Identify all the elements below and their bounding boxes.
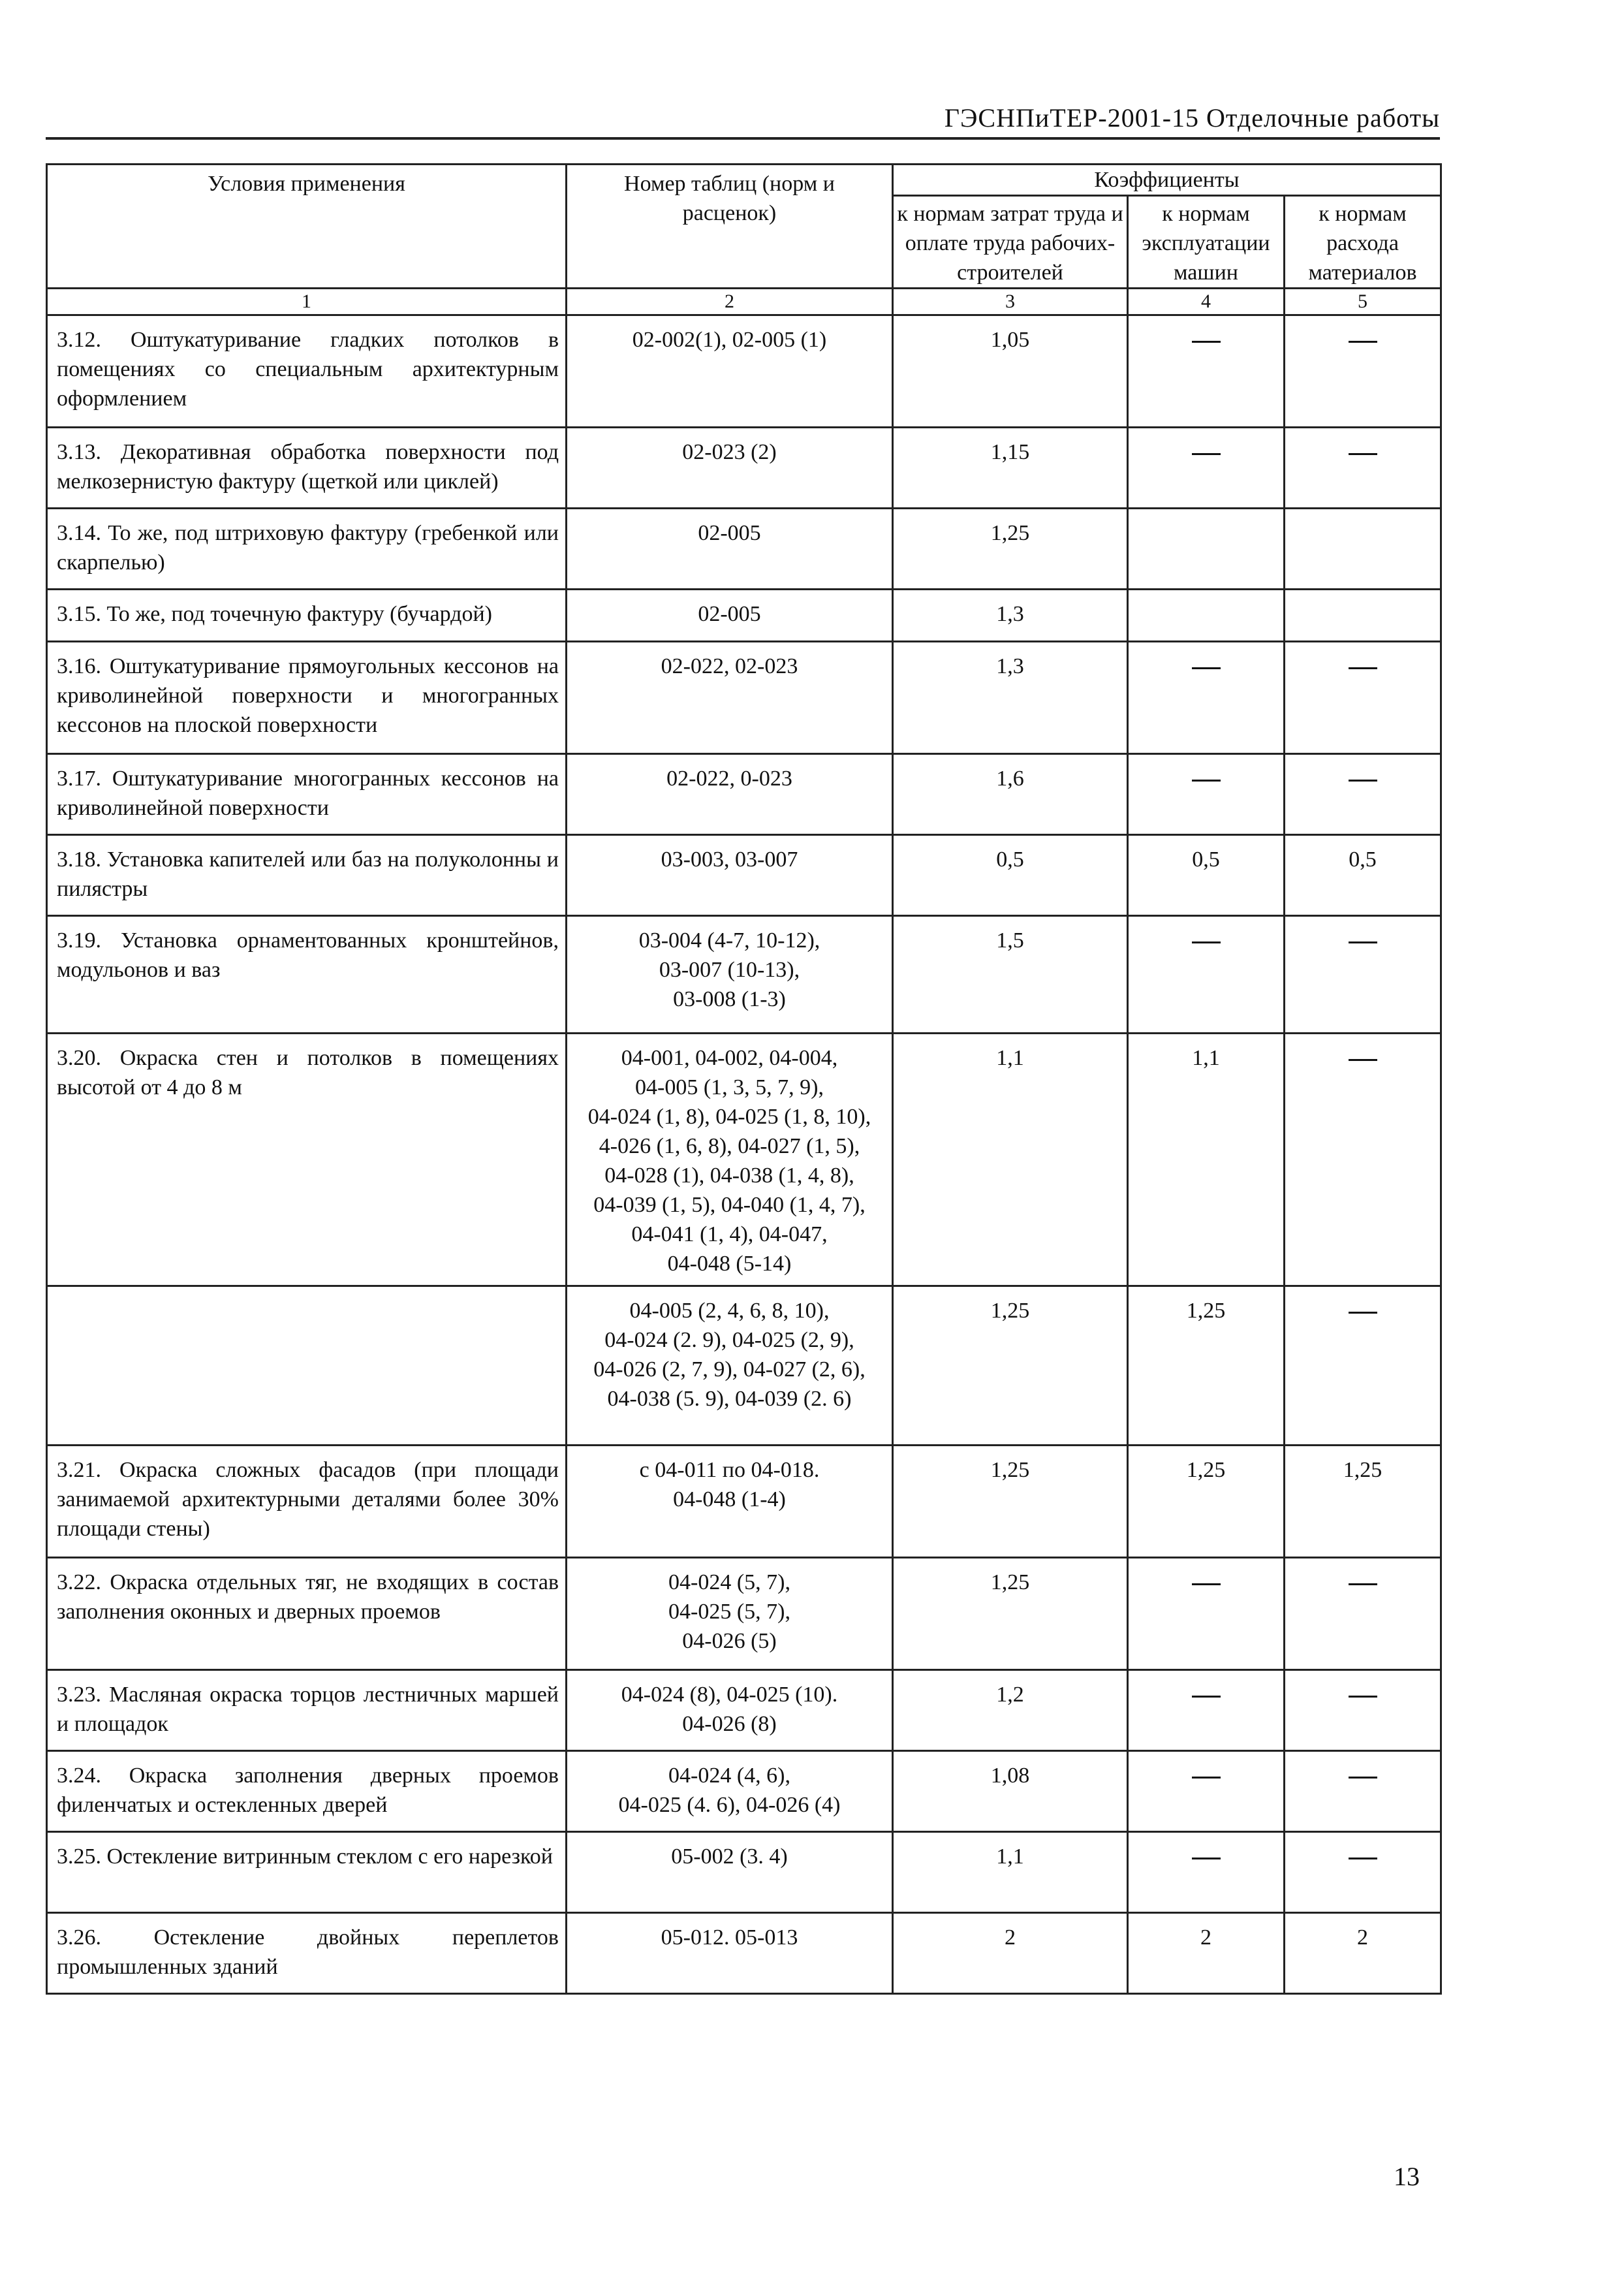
table-row xyxy=(47,835,1441,916)
labor-coefficient: 1,25 xyxy=(893,1446,1128,1558)
machine-coefficient xyxy=(1128,1558,1285,1670)
table-row xyxy=(47,1832,1441,1913)
condition-cell: 3.24. Окраска заполнения дверных проемов филенчатых и остекленных дверей xyxy=(47,1751,567,1832)
table-number-line: 04-028 (1), 04-038 (1, 4, 8), xyxy=(604,1163,854,1188)
table-number-line: 04-005 (1, 3, 5, 7, 9), xyxy=(635,1075,824,1099)
header-materials: к нормам расхода материалов xyxy=(1285,196,1441,289)
table-body xyxy=(47,315,1441,1994)
dash-mark xyxy=(1349,780,1377,782)
table-row xyxy=(47,642,1441,754)
column-number: 1 xyxy=(47,289,567,315)
dash-mark xyxy=(1192,941,1221,943)
material-coefficient xyxy=(1285,1751,1441,1832)
coefficients-table xyxy=(46,163,1442,1995)
material-coefficient xyxy=(1285,916,1441,1034)
condition-cell: 3.18. Установка капителей или баз на полуколонны и пилястры xyxy=(47,835,567,916)
table-number-line: 04-039 (1, 5), 04-040 (1, 4, 7), xyxy=(593,1193,866,1217)
material-coefficient xyxy=(1285,315,1441,428)
table-number-line: 04-026 (2, 7, 9), 04-027 (2, 6), xyxy=(593,1357,866,1382)
table-number-line: 04-026 (5) xyxy=(682,1629,777,1653)
table-number-line: 04-048 (1-4) xyxy=(673,1487,786,1511)
table-number-line: 03-004 (4-7, 10-12), xyxy=(638,928,820,953)
condition-cell: 3.12. Оштукатуривание гладких потолков в помещениях со специальным архитектурным оформлением xyxy=(47,315,567,428)
labor-coefficient: 1,3 xyxy=(893,590,1128,642)
dash-mark xyxy=(1192,1777,1221,1779)
table-number-cell xyxy=(567,835,893,916)
table-row xyxy=(47,1286,1441,1446)
table-number-line: 03-003, 03-007 xyxy=(661,847,798,872)
table-number-line: 04-025 (4. 6), 04-026 (4) xyxy=(618,1793,841,1817)
labor-coefficient: 1,1 xyxy=(893,1832,1128,1913)
table-number-line: 02-005 xyxy=(698,602,761,626)
material-coefficient xyxy=(1285,1286,1441,1446)
table-number-line: 02-022, 02-023 xyxy=(661,654,798,678)
labor-coefficient: 2 xyxy=(893,1913,1128,1994)
table-number-line: 05-012. 05-013 xyxy=(661,1925,798,1950)
table-row xyxy=(47,1913,1441,1994)
machine-coefficient xyxy=(1128,1751,1285,1832)
labor-coefficient: 1,05 xyxy=(893,315,1128,428)
dash-mark xyxy=(1349,667,1377,669)
material-coefficient: 0,5 xyxy=(1285,835,1441,916)
table-number-line: 04-041 (1, 4), 04-047, xyxy=(631,1222,828,1246)
dash-mark xyxy=(1192,1583,1221,1585)
column-number: 5 xyxy=(1285,289,1441,315)
condition-cell: 3.17. Оштукатуривание многогранных кессонов на криволинейной поверхности xyxy=(47,754,567,835)
labor-coefficient: 1,1 xyxy=(893,1034,1128,1286)
table-number-cell xyxy=(567,1832,893,1913)
table-number-cell xyxy=(567,916,893,1034)
dash-mark xyxy=(1349,1858,1377,1859)
condition-cell: 3.20. Окраска стен и потолков в помещениях высотой от 4 до 8 м xyxy=(47,1034,567,1286)
table-row xyxy=(47,428,1441,509)
labor-coefficient: 0,5 xyxy=(893,835,1128,916)
machine-coefficient: 1,1 xyxy=(1128,1034,1285,1286)
column-number: 3 xyxy=(893,289,1128,315)
table-number-cell xyxy=(567,642,893,754)
table-number-line: 02-022, 0-023 xyxy=(666,767,792,791)
dash-mark xyxy=(1192,780,1221,782)
material-coefficient: 2 xyxy=(1285,1913,1441,1994)
header-table-numbers: Номер таблиц (норм и расценок) xyxy=(567,165,893,289)
machine-coefficient xyxy=(1128,590,1285,642)
machine-coefficient xyxy=(1128,754,1285,835)
table-row xyxy=(47,509,1441,590)
material-coefficient: 1,25 xyxy=(1285,1446,1441,1558)
dash-mark xyxy=(1349,1583,1377,1585)
condition-cell: 3.14. То же, под штриховую фактуру (гребенкой или скарпелью) xyxy=(47,509,567,590)
condition-cell: 3.19. Установка орнаментованных кронштейнов, модульонов и ваз xyxy=(47,916,567,1034)
table-number-line: 03-007 (10-13), xyxy=(659,958,800,982)
labor-coefficient: 1,6 xyxy=(893,754,1128,835)
labor-coefficient: 1,25 xyxy=(893,1558,1128,1670)
machine-coefficient xyxy=(1128,428,1285,509)
table-row xyxy=(47,1751,1441,1832)
condition-cell: 3.13. Декоративная обработка поверхности под мелкозернистую фактуру (щеткой или циклей) xyxy=(47,428,567,509)
table-number-cell xyxy=(567,1913,893,1994)
table-row xyxy=(47,1446,1441,1558)
dash-mark xyxy=(1192,453,1221,455)
labor-coefficient: 1,25 xyxy=(893,509,1128,590)
dash-mark xyxy=(1349,453,1377,455)
table-number-cell xyxy=(567,1558,893,1670)
dash-mark xyxy=(1349,1696,1377,1698)
labor-coefficient: 1,3 xyxy=(893,642,1128,754)
header-conditions: Условия применения xyxy=(47,165,567,289)
table-number-cell xyxy=(567,1286,893,1446)
table-number-line: 04-005 (2, 4, 6, 8, 10), xyxy=(629,1299,830,1323)
material-coefficient xyxy=(1285,1832,1441,1913)
header-machines: к нормам эксплуатации машин xyxy=(1128,196,1285,289)
condition-cell: 3.25. Остекление витринным стеклом с его нарезкой xyxy=(47,1832,567,1913)
machine-coefficient xyxy=(1128,1670,1285,1751)
machine-coefficient xyxy=(1128,1832,1285,1913)
table-number-line: 04-024 (5, 7), xyxy=(668,1570,790,1594)
condition-cell: 3.23. Масляная окраска торцов лестничных маршей и площадок xyxy=(47,1670,567,1751)
table-number-line: 4-026 (1, 6, 8), 04-027 (1, 5), xyxy=(599,1134,860,1158)
table-number-cell xyxy=(567,590,893,642)
table-number-line: 04-024 (8), 04-025 (10). xyxy=(621,1683,838,1707)
labor-coefficient: 1,08 xyxy=(893,1751,1128,1832)
table-number-line: 04-038 (5. 9), 04-039 (2. 6) xyxy=(607,1387,852,1411)
machine-coefficient xyxy=(1128,509,1285,590)
table-row xyxy=(47,916,1441,1034)
dash-mark xyxy=(1192,341,1221,343)
material-coefficient xyxy=(1285,509,1441,590)
table-row xyxy=(47,1034,1441,1286)
machine-coefficient: 2 xyxy=(1128,1913,1285,1994)
dash-mark xyxy=(1349,1059,1377,1061)
table-number-line: 05-002 (3. 4) xyxy=(671,1844,788,1869)
table-number-line: 03-008 (1-3) xyxy=(673,987,786,1011)
dash-mark xyxy=(1192,1858,1221,1859)
table-number-cell xyxy=(567,428,893,509)
material-coefficient xyxy=(1285,754,1441,835)
page-number: 13 xyxy=(1394,2162,1420,2191)
table-number-line: 04-026 (8) xyxy=(682,1712,777,1736)
condition-cell: 3.15. То же, под точечную фактуру (бучардой) xyxy=(47,590,567,642)
labor-coefficient: 1,2 xyxy=(893,1670,1128,1751)
table-number-line: 02-002(1), 02-005 (1) xyxy=(632,328,827,352)
condition-cell xyxy=(47,1286,567,1446)
table-row xyxy=(47,590,1441,642)
machine-coefficient: 1,25 xyxy=(1128,1286,1285,1446)
table-number-cell xyxy=(567,315,893,428)
condition-cell: 3.22. Окраска отдельных тяг, не входящих в состав заполнения оконных и дверных проемов xyxy=(47,1558,567,1670)
dash-mark xyxy=(1349,1777,1377,1779)
machine-coefficient: 1,25 xyxy=(1128,1446,1285,1558)
table-number-line: 04-024 (2. 9), 04-025 (2, 9), xyxy=(604,1328,854,1352)
header-labor: к нормам затрат труда и оплате труда рабочих-строителей xyxy=(893,196,1128,289)
material-coefficient xyxy=(1285,590,1441,642)
dash-mark xyxy=(1192,1696,1221,1698)
table-number-line: 02-005 xyxy=(698,521,761,545)
table-number-cell xyxy=(567,754,893,835)
labor-coefficient: 1,25 xyxy=(893,1286,1128,1446)
table-number-line: 04-025 (5, 7), xyxy=(668,1600,790,1624)
table-number-cell xyxy=(567,1670,893,1751)
table-number-cell xyxy=(567,1446,893,1558)
dash-mark xyxy=(1349,941,1377,943)
running-title: ГЭСНПиТЕР-2001-15 Отделочные работы xyxy=(944,103,1440,133)
table-number-cell xyxy=(567,1751,893,1832)
dash-mark xyxy=(1349,341,1377,343)
machine-coefficient xyxy=(1128,916,1285,1034)
running-header xyxy=(46,98,1440,140)
material-coefficient xyxy=(1285,428,1441,509)
table-number-line: 04-024 (4, 6), xyxy=(668,1763,790,1788)
table-row xyxy=(47,1558,1441,1670)
table-number-line: 04-048 (5-14) xyxy=(667,1252,792,1276)
material-coefficient xyxy=(1285,642,1441,754)
table-row xyxy=(47,754,1441,835)
table-row xyxy=(47,315,1441,428)
table-number-line: с 04-011 по 04-018. xyxy=(639,1458,820,1482)
material-coefficient xyxy=(1285,1558,1441,1670)
table-row xyxy=(47,1670,1441,1751)
material-coefficient xyxy=(1285,1034,1441,1286)
table-number-line: 04-024 (1, 8), 04-025 (1, 8, 10), xyxy=(587,1105,871,1129)
column-number: 2 xyxy=(567,289,893,315)
condition-cell: 3.26. Остекление двойных переплетов промышленных зданий xyxy=(47,1913,567,1994)
table-number-cell xyxy=(567,509,893,590)
dash-mark xyxy=(1349,1312,1377,1314)
table-number-cell xyxy=(567,1034,893,1286)
column-numbers-row xyxy=(47,289,1441,315)
labor-coefficient: 1,5 xyxy=(893,916,1128,1034)
condition-cell: 3.16. Оштукатуривание прямоугольных кессонов на криволинейной поверхности и многогранных кессонов на плоской поверхности xyxy=(47,642,567,754)
header-coefficients: Коэффициенты xyxy=(893,165,1441,196)
table-number-line: 02-023 (2) xyxy=(682,440,777,464)
machine-coefficient: 0,5 xyxy=(1128,835,1285,916)
material-coefficient xyxy=(1285,1670,1441,1751)
labor-coefficient: 1,15 xyxy=(893,428,1128,509)
dash-mark xyxy=(1192,667,1221,669)
table-number-line: 04-001, 04-002, 04-004, xyxy=(621,1046,838,1070)
condition-cell: 3.21. Окраска сложных фасадов (при площади занимаемой архитектурными деталями более 30% площади стены) xyxy=(47,1446,567,1558)
machine-coefficient xyxy=(1128,315,1285,428)
machine-coefficient xyxy=(1128,642,1285,754)
column-number: 4 xyxy=(1128,289,1285,315)
